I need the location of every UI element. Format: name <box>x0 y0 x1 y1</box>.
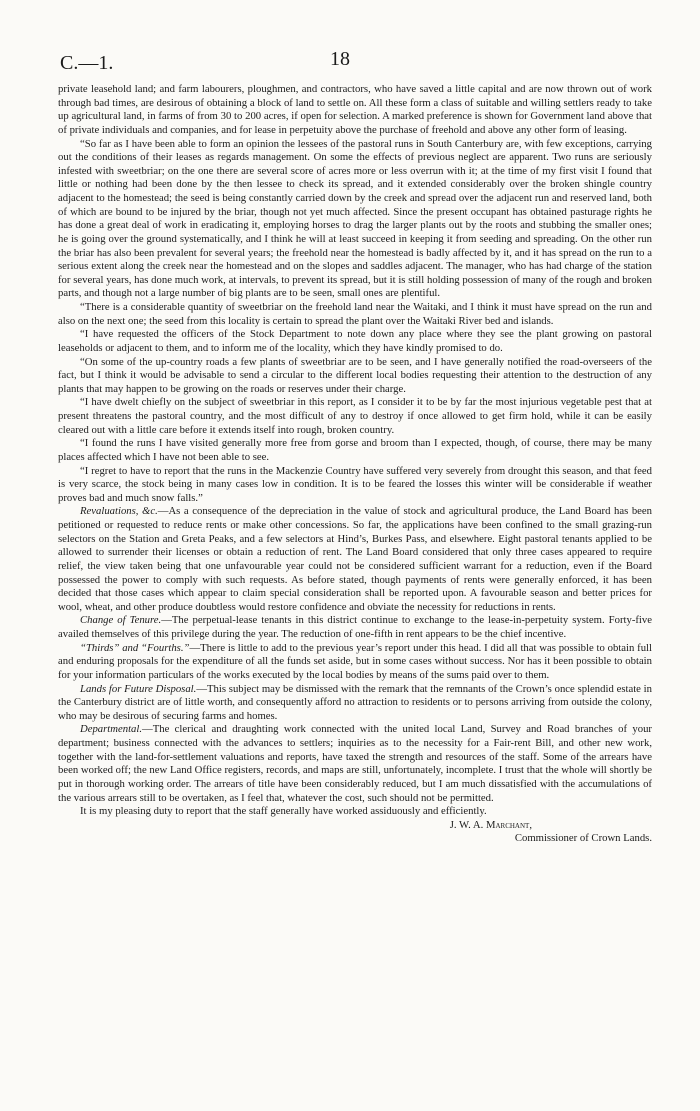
paragraph: Revaluations, &c.—As a consequence of the depreciation in the value of stock and agricultural produce, the Land Board has been petitioned or requested to reduce rents or make other concessions. So far, the applications have been confined to the small grazing-run selectors on the Station and Greta Peaks, and a few selectors at Hind’s, Burkes Pass, and elsewhere. Eight pastoral tenants applied to be allowed to surrender their licenses or obtain a reduction of rent. The Land Board considered that only three cases appeared to require relief, the view taken being that one unfavourable year could not be considered sufficient warrant for a reduction, even if the Board possessed the power to comply with such requests. As before stated, though payments of rents were generally enforced, it has been decided that those cases which appear to claim special consideration shall be reported upon. A favourable season and better prices for wool, wheat, and other produce doubtless would restore confidence and obviate the necessity for reductions in rents. <box>58 505 653 613</box>
signatory-name: J. W. A. Marchant, <box>449 818 532 831</box>
paragraph: Change of Tenure.—The perpetual-lease tenants in this district continue to exchange to the lease-in-perpetuity system. Forty-five availed themselves of this privilege during the year. The reduction of one-fifth in rent appears to be the chief incentive. <box>58 614 652 640</box>
paragraph: “Thirds” and “Fourths.”—There is little to add to the previous year’s report under this head. I did all that was possible to obtain full and enduring proposals for the expenditure of all the funds set aside, but in some cases without success. Nor has it been possible to obtain for your information particulars of the works executed by the local bodies by means of the sums paid over to them. <box>58 641 652 681</box>
paragraph: “There is a considerable quantity of sweetbriar on the freehold land near the Waitaki, and I think it must have spread on the run and also on the next one; the seed from this locality is certain to spread the plant over the Waitaki River bed and islands. <box>58 301 652 327</box>
page-number: 18 <box>330 48 350 70</box>
paragraph: Departmental.—The clerical and draughting work connected with the united local Land, Survey and Road branches of your department; business connected with the advances to settlers; inquiries as to the necessity for a Fair-rent Bill, and other new work, together with the land-for-settlement valuations and reports, have taxed the strength and resources of the staff. Some of the arrears have been worked off; the new Land Office registers, records, and maps are still, unfortunately, incomplete. I trust that the whole will shortly be put in thorough working order. The arrears of title have been considerably reduced, but I am much dissatisfied with the accumulations of the various arrears still to be overtaken, as I feel that, whatever the cost, such should not be permitted. <box>58 723 652 804</box>
paragraph: “I have dwelt chiefly on the subject of sweetbriar in this report, as I consider it to be by far the most injurious vegetable pest that at present threatens the pastoral country, and the most difficult of any to destroy if once allowed to get firm hold, while it can be easily cleared out with a little care before it extends itself into rough, broken country. <box>58 396 652 436</box>
document-code: C.—1. <box>60 52 114 74</box>
section-heading: Departmental. <box>80 723 143 736</box>
paragraph: “I regret to have to report that the runs in the Mackenzie Country have suffered very severely from drought this season, and that feed is very scarce, the stock being in many cases low in condition. It is to be feared the losses this winter will be considerable if weather proves bad and much snow falls.” <box>58 464 652 504</box>
paragraph: “I found the runs I have visited generally more free from gorse and broom than I expected, though, of course, there may be many places affected which I have not been able to see. <box>58 437 652 463</box>
paragraph: “On some of the up-country roads a few plants of sweetbriar are to be seen, and I have generally notified the road-overseers of the fact, but I think it would be advisable to send a circular to the different local bodies requesting their attention to the destruction of any plants that may happen to be growing on the roads or reserves under their charge. <box>58 355 652 395</box>
section-heading: Change of Tenure. <box>80 614 162 627</box>
paragraph: It is my pleasing duty to report that the staff generally have worked assiduously and efficiently. <box>80 805 487 818</box>
paragraph: “So far as I have been able to form an opinion the lessees of the pastoral runs in South Canterbury are, with few exceptions, carrying out the conditions of their leases as regards management. On some the effects of previous neglect are apparent. Two runs are seriously infested with sweetbriar; on the one there are several score of acres more or less overrun with it; at the time of my first visit I found that little or nothing had been done by the then lessee to check its spread, and it extended considerably over the broken shingle country adjacent to the homestead; the seed is being constantly carried down by the creek and spread over the adjacent run and reserved land, both of which are bound to be injured by the briar, though not yet much affected. Since the present occupant has obtained pasturage rights he has done a great deal of work in eradicating it, employing horses to drag the larger plants out by the roots and stubbing the smaller ones; he is going over the ground systematically, and I think he will at least succeed in keeping it from seeding and spreading. On the other run the briar has also been prevalent for several years; the freehold near the homestead is badly affected by it, and it has spread on the run to a serious extent along the creek near the homestead and on the slopes and saddles adjacent. The manager, who has had charge of the station for several years, has done much work, at intervals, to prevent its spread, but it is still holding possession of many of the rough and broken parts, and though not a large number of big plants are to be seen, small ones are plentiful. <box>58 137 652 300</box>
signature-block <box>58 819 652 846</box>
signatory-title: Commissioner of Crown Lands. <box>514 832 652 845</box>
section-heading: Revaluations, &c. <box>80 505 158 518</box>
paragraph: “I have requested the officers of the Stock Department to note down any place where they see the plant growing on pastoral leaseholds or adjacent to them, and to inform me of the locality, which they have kindly promised to do. <box>58 328 652 354</box>
paragraph: Lands for Future Disposal.—This subject may be dismissed with the remark that the remnants of the Crown’s once splendid estate in the Canterbury district are of little worth, and consequently afford no attraction to residents or to persons arriving from outside the colony, who may be desirous of securing farms and homes. <box>58 682 652 722</box>
section-heading: “Thirds” and “Fourths.” <box>80 641 190 654</box>
document-body <box>58 83 652 846</box>
section-heading: Lands for Future Disposal. <box>80 682 197 695</box>
paragraph: private leasehold land; and farm labourers, ploughmen, and contractors, who have saved a little capital and are now thrown out of work through bad times, are desirous of obtaining a block of land to settle on. All these form a class of suitable and willing settlers ready to take up agricultural land, in farms of from 30 to 200 acres, if open for selection. A marked preference is shown for Government land above that of private individuals and companies, and for lease in perpetuity above the purchase of freehold and above any other form of leasing. <box>58 83 652 136</box>
